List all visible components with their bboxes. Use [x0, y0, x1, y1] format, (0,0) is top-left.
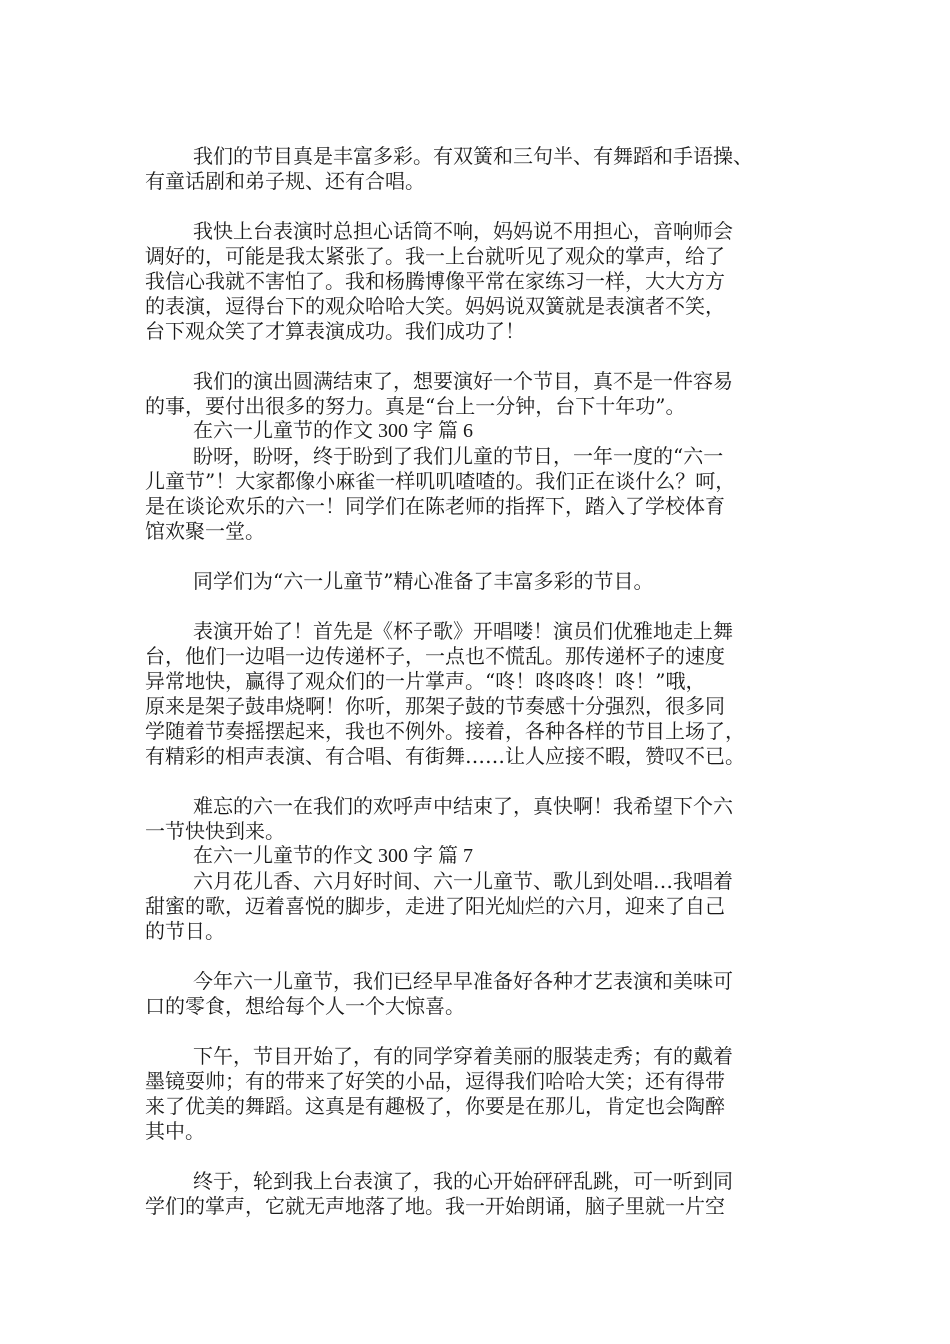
paragraph-line: 我信心我就不害怕了。我和杨腾博像平常在家练习一样，大大方方: [145, 269, 725, 293]
paragraph-line: 学们的掌声，它就无声地落了地。我一开始朗诵，脑子里就一片空: [145, 1194, 725, 1218]
paragraph-line: 的节日。: [145, 919, 225, 943]
paragraph: [145, 444, 827, 544]
paragraph: [145, 144, 827, 194]
paragraph: [145, 619, 827, 769]
paragraph-line: 一节快快到来。: [145, 819, 285, 843]
paragraph-line: 表演开始了！首先是《杯子歌》开唱喽！演员们优雅地走上舞: [193, 619, 733, 643]
document-page: [145, 144, 827, 1219]
paragraph-line: 来了优美的舞蹈。这真是有趣极了，你要是在那儿，肯定也会陶醉: [145, 1094, 725, 1118]
paragraph-line: 台，他们一边唱一边传递杯子，一点也不慌乱。那传递杯子的速度: [145, 644, 725, 668]
paragraph: [145, 1169, 827, 1219]
paragraph: [145, 794, 827, 844]
paragraph: [145, 1044, 827, 1144]
paragraph-line: 有精彩的相声表演、有合唱、有街舞……让人应接不暇，赞叹不已。: [145, 744, 745, 768]
paragraph-line: 六月花儿香、六月好时间、六一儿童节、歌儿到处唱…我唱着: [193, 869, 733, 893]
paragraph-line: 我快上台表演时总担心话筒不响，妈妈说不用担心，音响师会: [193, 219, 733, 243]
section-heading: 在六一儿童节的作文 300 字 篇 6: [193, 420, 473, 442]
paragraph-line: 儿童节”！大家都像小麻雀一样叽叽喳喳的。我们正在谈什么？呵，: [145, 469, 736, 493]
paragraph-line: 甜蜜的歌，迈着喜悦的脚步，走进了阳光灿烂的六月，迎来了自己: [145, 894, 725, 918]
paragraph-line: 台下观众笑了才算表演成功。我们成功了！: [145, 319, 525, 343]
paragraph-line: 是在谈论欢乐的六一！同学们在陈老师的指挥下，踏入了学校体育: [145, 494, 725, 518]
paragraph-line: 口的零食，想给每个人一个大惊喜。: [145, 994, 465, 1018]
paragraph: [145, 869, 827, 944]
paragraph-line: 同学们为“六一儿童节”精心准备了丰富多彩的节目。: [193, 569, 654, 593]
paragraph: [145, 969, 827, 1019]
paragraph-line: 馆欢聚一堂。: [145, 519, 265, 543]
paragraph: [145, 569, 827, 594]
paragraph-line: 其中。: [145, 1119, 205, 1143]
paragraph: [145, 219, 827, 344]
paragraph-line: 异常地快，赢得了观众们的一片掌声。“咚！咚咚咚！咚！”哦，: [145, 669, 706, 693]
paragraph-line: 我们的节目真是丰富多彩。有双簧和三句半、有舞蹈和手语操、: [193, 144, 753, 168]
paragraph-line: 我们的演出圆满结束了，想要演好一个节目，真不是一件容易: [193, 369, 733, 393]
paragraph-line: 墨镜耍帅；有的带来了好笑的小品，逗得我们哈哈大笑；还有得带: [145, 1069, 725, 1093]
paragraph-line: 有童话剧和弟子规、还有合唱。: [145, 169, 425, 193]
section-heading: 在六一儿童节的作文 300 字 篇 7: [193, 845, 473, 867]
paragraph-line: 盼呀，盼呀，终于盼到了我们儿童的节日，一年一度的“六一: [193, 444, 724, 468]
paragraph-line: 学随着节奏摇摆起来，我也不例外。接着，各种各样的节目上场了，: [145, 719, 745, 743]
paragraph: [145, 369, 827, 419]
paragraph-line: 难忘的六一在我们的欢呼声中结束了，真快啊！我希望下个六: [193, 794, 733, 818]
paragraph-line: 调好的，可能是我太紧张了。我一上台就听见了观众的掌声，给了: [145, 244, 725, 268]
paragraph-line: 的事，要付出很多的努力。真是“台上一分钟，台下十年功”。: [145, 394, 686, 418]
paragraph-line: 下午，节目开始了，有的同学穿着美丽的服装走秀；有的戴着: [193, 1044, 733, 1068]
paragraph-line: 今年六一儿童节，我们已经早早准备好各种才艺表演和美味可: [193, 969, 733, 993]
paragraph-line: 终于，轮到我上台表演了，我的心开始砰砰乱跳，可一听到同: [193, 1169, 733, 1193]
paragraph-line: 原来是架子鼓串烧啊！你听，那架子鼓的节奏感十分强烈，很多同: [145, 694, 725, 718]
paragraph-line: 的表演，逗得台下的观众哈哈大笑。妈妈说双簧就是表演者不笑，: [145, 294, 725, 318]
